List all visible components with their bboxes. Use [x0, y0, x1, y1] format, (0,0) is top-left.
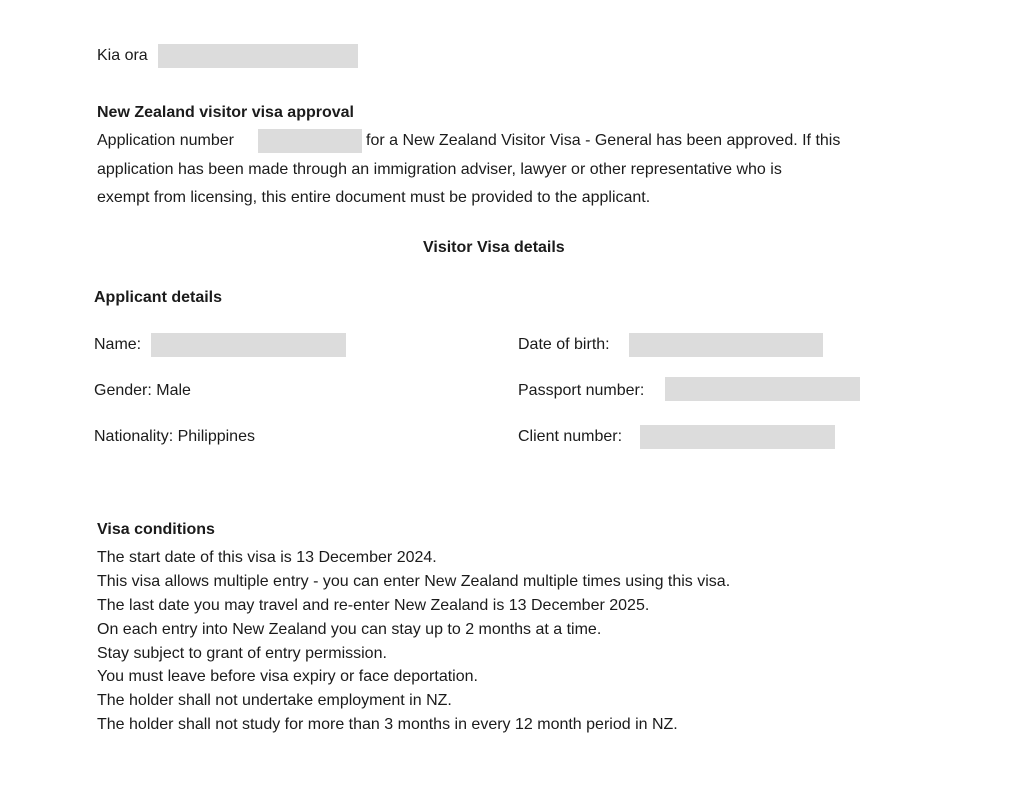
name-label: Name: — [94, 336, 142, 353]
approval-line-1 — [97, 127, 234, 155]
condition-item: The last date you may travel and re-enter New Zealand is 13 December 2025. — [97, 597, 650, 614]
condition-item: This visa allows multiple entry - you can enter New Zealand multiple times using this visa. — [97, 573, 731, 590]
redacted-date-of-birth — [629, 333, 823, 357]
visitor-visa-details-title: Visitor Visa details — [423, 239, 565, 256]
nationality-field: Nationality: Philippines — [94, 428, 255, 445]
visa-conditions-heading: Visa conditions — [97, 521, 215, 538]
condition-item: The start date of this visa is 13 December 2024. — [97, 549, 437, 566]
redacted-name — [151, 333, 346, 357]
redacted-passport-number — [665, 377, 860, 401]
date-of-birth-label: Date of birth: — [518, 336, 610, 353]
redacted-application-number — [258, 129, 362, 153]
approval-line-2: application has been made through an immigration adviser, lawyer or other representative who is — [97, 161, 782, 178]
condition-item: You must leave before visa expiry or face deportation. — [97, 668, 478, 685]
approval-heading: New Zealand visitor visa approval — [97, 104, 354, 121]
condition-item: On each entry into New Zealand you can stay up to 2 months at a time. — [97, 621, 602, 638]
approval-line-3: exempt from licensing, this entire document must be provided to the applicant. — [97, 189, 651, 206]
greeting-line — [97, 44, 148, 68]
gender-field: Gender: Male — [94, 382, 191, 399]
passport-number-label: Passport number: — [518, 382, 645, 399]
redacted-recipient-name — [158, 44, 358, 68]
application-number-label: Application number — [97, 132, 234, 149]
applicant-details-heading: Applicant details — [94, 289, 223, 306]
greeting-text: Kia ora — [97, 47, 148, 64]
approval-line-1-continuation: for a New Zealand Visitor Visa - General has been approved. If this — [366, 132, 841, 149]
condition-item: Stay subject to grant of entry permission. — [97, 645, 387, 662]
redacted-client-number — [640, 425, 835, 449]
condition-item: The holder shall not undertake employment in NZ. — [97, 692, 452, 709]
client-number-label: Client number: — [518, 428, 623, 445]
condition-item: The holder shall not study for more than 3 months in every 12 month period in NZ. — [97, 716, 678, 733]
